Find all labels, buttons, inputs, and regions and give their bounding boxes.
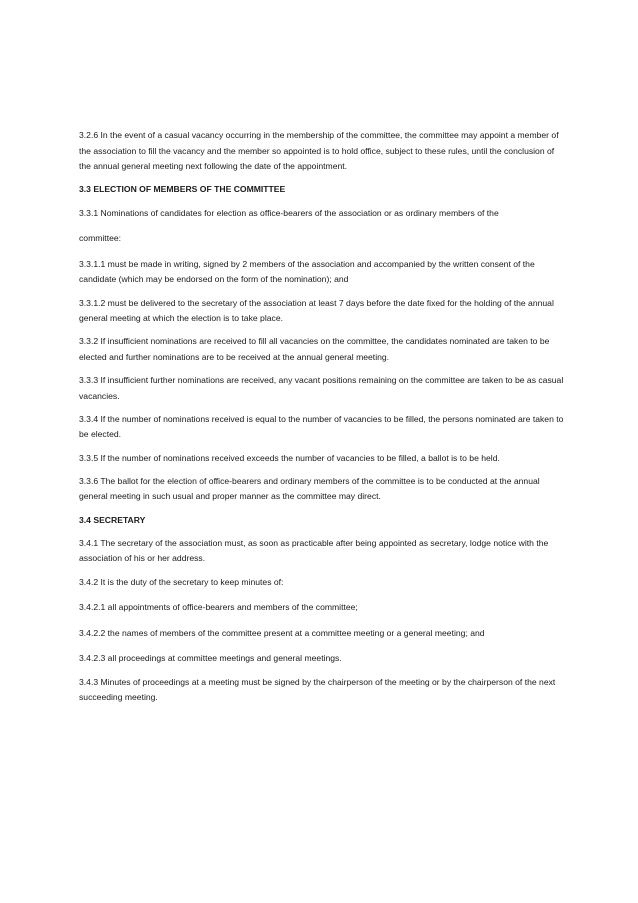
paragraph-3-2-6: 3.2.6 In the event of a casual vacancy occurring in the membership of the committee, the committee may appoint a member of the association to fill the vacancy and the member so appointed is to hold office, subject to these rules, until the conclusion of the annual general meeting next following the date of the appointment. — [79, 130, 559, 172]
paragraph-3-4-2-3: 3.4.2.3 all proceedings at committee meetings and general meetings. — [79, 653, 342, 664]
paragraph-3-3-1-1: 3.3.1.1 must be made in writing, signed by 2 members of the association and accompanied by the written consent of the candidate (which may be endorsed on the form of the nomination); and — [79, 258, 535, 285]
paragraph-3-3-3: 3.3.3 If insufficient further nominations are received, any vacant positions remaining on the committee are taken to be as casual vacancies. — [79, 375, 564, 401]
paragraph-3-3-4: 3.3.4 If the number of nominations received is equal to the number of vacancies to be filled, the persons nominated are taken to be elected. — [79, 413, 564, 440]
paragraph-3-4-3: 3.4.3 Minutes of proceedings at a meeting must be signed by the chairperson of the meeting or by the chairperson of the next succeeding meeting. — [79, 676, 556, 703]
paragraph-3-4-1: 3.4.1 The secretary of the association must, as soon as practicable after being appointed as secretary, lodge notice with the association of his or her address. — [79, 537, 549, 564]
paragraph-3-3-6: 3.3.6 The ballot for the election of office-bearers and ordinary members of the committee is to be conducted at the annual general meeting in such usual and proper manner as the committee may direct. — [79, 475, 540, 502]
document-page — [79, 128, 565, 713]
paragraph-3-4-2: 3.4.2 It is the duty of the secretary to keep minutes of: — [79, 576, 284, 587]
paragraph-3-4-2-1: 3.4.2.1 all appointments of office-bearers and members of the committee; — [79, 602, 358, 613]
paragraph-3-3-1: 3.3.1 Nominations of candidates for election as office-bearers of the association or as ordinary members of the — [79, 207, 499, 218]
paragraph-3-3-2: 3.3.2 If insufficient nominations are received to fill all vacancies on the committee, the candidates nominated are taken to be elected and further nominations are to be received at the annual general meeting. — [79, 336, 550, 362]
paragraph-3-4-2-2: 3.4.2.2 the names of members of the committee present at a committee meeting or a general meeting; and — [79, 627, 485, 638]
paragraph-committee: committee: — [79, 233, 122, 244]
heading-3-4-secretary: 3.4 SECRETARY — [79, 514, 146, 525]
heading-3-3-election: 3.3 ELECTION OF MEMBERS OF THE COMMITTEE — [79, 184, 286, 195]
paragraph-3-3-1-2: 3.3.1.2 must be delivered to the secretary of the association at least 7 days before the date fixed for the holding of the annual general meeting at which the election is to take place. — [79, 297, 554, 324]
paragraph-3-3-5: 3.3.5 If the number of nominations received exceeds the number of vacancies to be filled, a ballot is to be held. — [79, 452, 500, 463]
